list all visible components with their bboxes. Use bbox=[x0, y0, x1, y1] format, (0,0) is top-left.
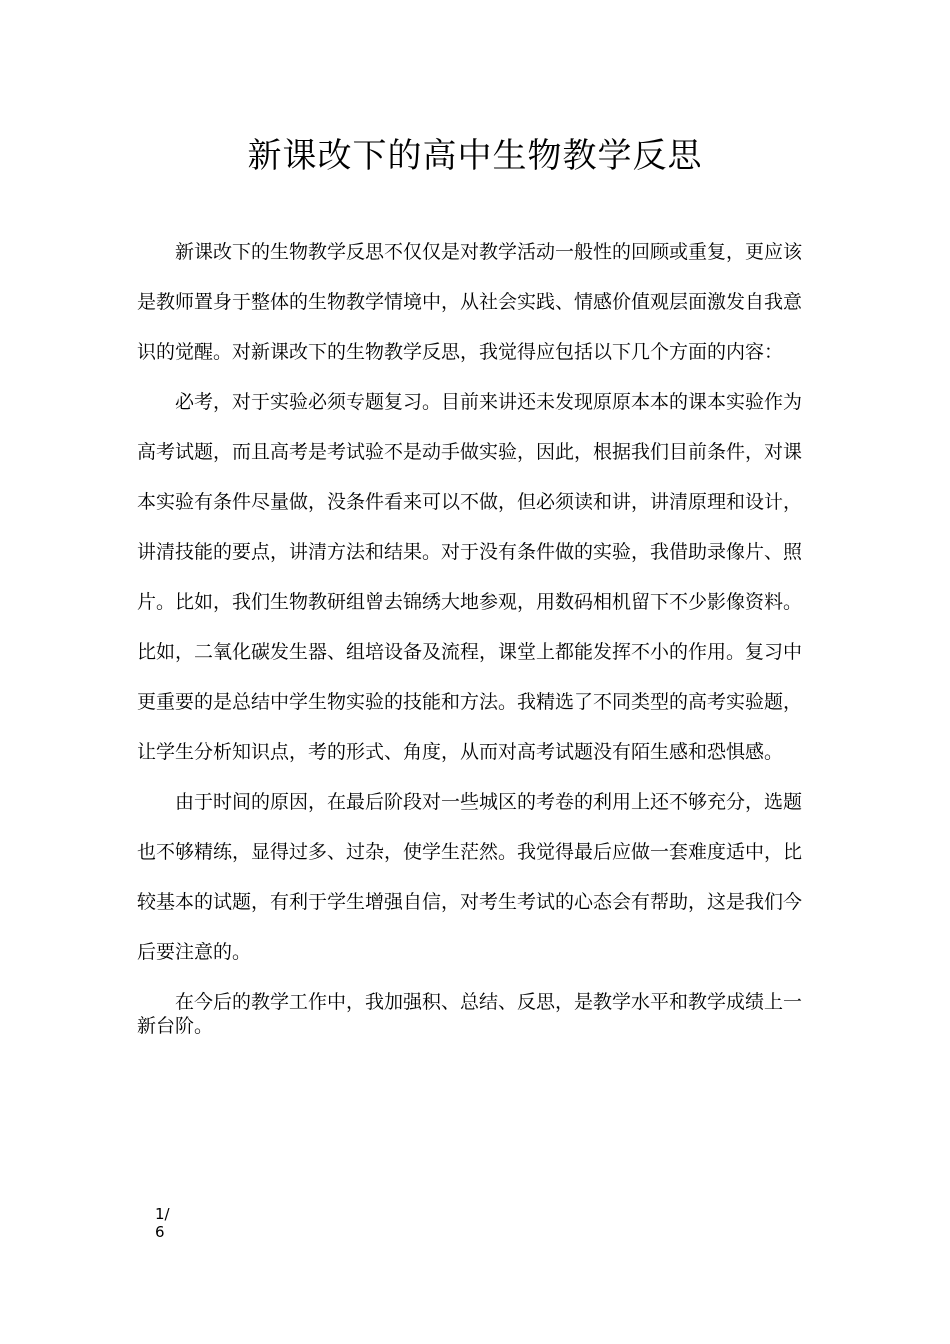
paragraph-time-reflection: 由于时间的原因，在最后阶段对一些城区的考卷的利用上还不够充分，选题也不够精练，显得过多、过杂，使学生茫然。我觉得最后应做一套难度适中，比较基本的试题，有利于学生增强自信，对考生考试的心态会有帮助，这是我们今后要注意的。 bbox=[137, 791, 803, 963]
page-number-current: 1/ bbox=[155, 1205, 170, 1223]
paragraph-experiments: 必考，对于实验必须专题复习。目前来讲还未发现原原本本的课本实验作为高考试题，而且高考是考试验不是动手做实验，因此，根据我们目前条件，对课本实验有条件尽量做，没条件看来可以不做，但必须读和讲，讲清原理和设计，讲清技能的要点，讲清方法和结果。对于没有条件做的实验，我借助录像片、照片。比如，我们生物教研组曾去锦绣大地参观，用数码相机留下不少影像资料。比如，二氧化碳发生器、组培设备及流程，课堂上都能发挥不小的作用。复习中更重要的是总结中学生物实验的技能和方法。我精选了不同类型的高考实验题，让学生分析知识点，考的形式、角度，从而对高考试题没有陌生感和恐惧感。 bbox=[137, 391, 803, 763]
paragraph-intro: 新课改下的生物教学反思不仅仅是对教学活动一般性的回顾或重复，更应该是教师置身于整体的生物教学情境中，从社会实践、情感价值观层面激发自我意识的觉醒。对新课改下的生物教学反思，我觉得应包括以下几个方面的内容： bbox=[137, 241, 803, 363]
document-title: 新课改下的高中生物教学反思 bbox=[247, 136, 703, 176]
page-number bbox=[155, 1205, 195, 1241]
page-number-total: 6 bbox=[155, 1223, 165, 1241]
paragraph-conclusion: 在今后的教学工作中，我加强积、总结、反思，是教学水平和教学成绩上一新台阶。 bbox=[137, 991, 803, 1037]
document-body bbox=[137, 227, 817, 1038]
